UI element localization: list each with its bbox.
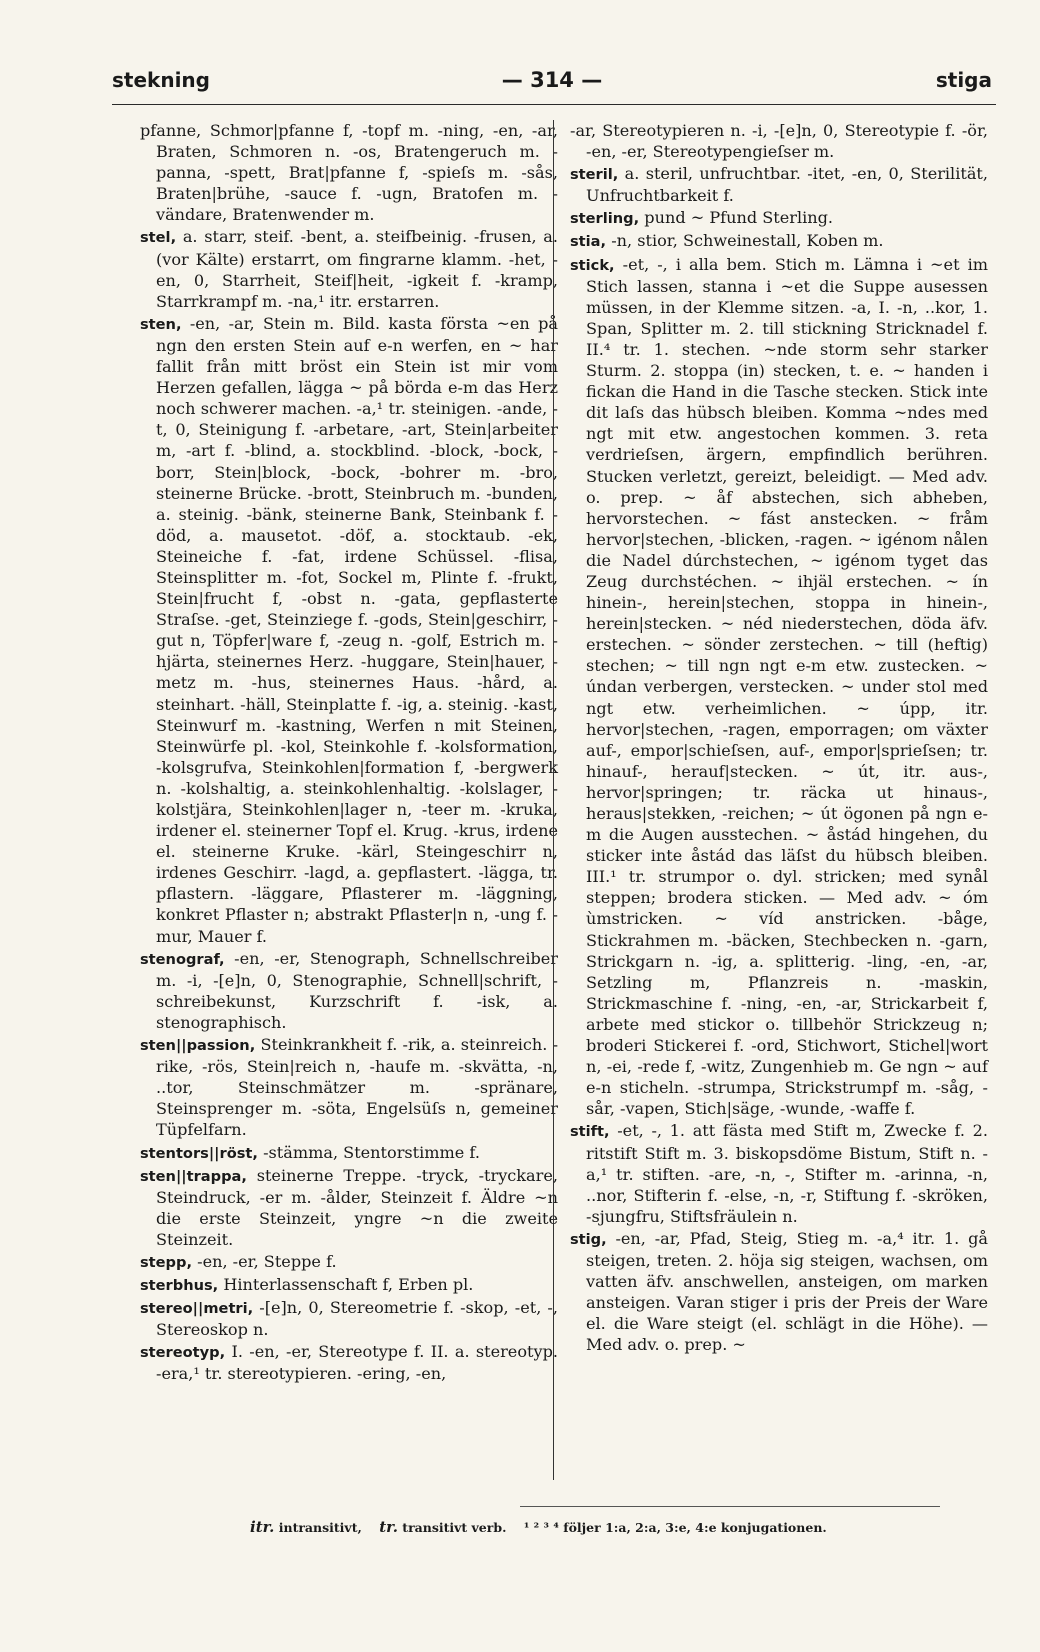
entry-headword: sten||trappa, xyxy=(140,1167,247,1185)
entry-text: Hinterlassenschaft f, Erben pl. xyxy=(223,1275,474,1295)
header-rule xyxy=(112,104,996,105)
entry-text: -en, -er, Stenograph, Schnellschreiber m. -i, -[e]n, 0, Stenographie, Schnell|schrift, -schreibekunst, Kurzschrift f. -isk, a. stenographisch. xyxy=(156,948,558,1032)
footer-conj-text: följer 1:a, 2:a, 3:e, 4:e konjugationen. xyxy=(563,1520,827,1535)
dictionary-entry xyxy=(570,254,988,1120)
dictionary-entry xyxy=(140,1274,558,1296)
dictionary-entry xyxy=(570,1120,988,1226)
entry-headword: stepp, xyxy=(140,1253,192,1271)
dictionary-entry xyxy=(140,1034,558,1140)
entry-headword: sterbhus, xyxy=(140,1277,219,1295)
footer-itr-abbr: itr. xyxy=(250,1518,275,1536)
entry-text: -en, -ar, Pfad, Steig, Stieg m. -a,⁴ itr. 1. gå steigen, treten. 2. höja sig steigen, wachsen, om vatten äfv. anschwellen, ansteigen, om marken ansteigen. Varan stiger i pris der Preis der Ware el. die Ware steigt (el. schlägt in die Höhe). — Med adv. o. prep. ~ xyxy=(586,1228,988,1355)
dictionary-entry xyxy=(140,1251,558,1273)
entry-text: a. steril, unfruchtbar. -itet, -en, 0, Sterilität, Unfruchtbarkeit f. xyxy=(586,164,988,206)
dictionary-entry xyxy=(140,1341,558,1384)
entry-text: -ar, Stereotypieren n. -i, -[e]n, 0, Stereotypie f. -ör, -en, -er, Stereotypengieſser m. xyxy=(570,121,988,162)
entry-text: I. -en, -er, Stereotype f. II. a. stereotyp. -era,¹ tr. stereotypieren. -ering, -en, xyxy=(156,1342,558,1384)
footer-itr-text: intransitivt, xyxy=(278,1520,362,1535)
entry-headword: sterling, xyxy=(570,210,640,228)
entry-headword: stel, xyxy=(140,229,177,247)
left-column xyxy=(140,120,558,1386)
entry-headword: stick, xyxy=(570,256,615,274)
entry-headword: stig, xyxy=(570,1230,607,1248)
entry-text: Steinkrankheit f. -rik, a. steinreich. -rike, -rös, Stein|reich n, -haufe m. -skvätta, -n, ..tor, Steinschmätzer m. -spränare, Steinsprenger m. -söta, Engelsüſs n, gemeiner Tüpfelfarn. xyxy=(156,1035,559,1140)
entry-text: -stämma, Stentorstimme f. xyxy=(263,1142,480,1162)
entry-text: -et, -, 1. att fästa med Stift m, Zwecke f. 2. ritstift Stift m. 3. biskopsdöme Bistum, Stift n. -a,¹ tr. stiften. -are, -n, -, Stifter m. -arinna, -n, ..nor, Stifterin f. -else, -n, -r, Stiftung f. -skröken, -sjungfru, Stiftsfräulein n. xyxy=(586,1121,988,1226)
dictionary-entry xyxy=(140,313,558,947)
entry-text: -et, -, i alla bem. Stich m. Lämna i ~et im Stich lassen, stanna i ~et die Suppe ausessen müssen, in der Klemme sitzen. -a, I. -n, ..kor, 1. Span, Splitter m. 2. till stickning Stricknadel f. II.⁴ tr. 1. stechen. ~nde storm sehr starker Sturm. 2. stoppa (in) stecken, t. e. ~ handen i fickan die Hand in die Tasche stecken. Stick inte dit laſs das hübsch bleiben. Komma ~ndes med ngt mit etw. angestochen kommen. 3. reta verdrieſsen, ärgern, empfindlich berühren. Stucken verletzt, gereizt, beleidigt. — Med adv. o. prep. ~ åf abstechen, sich abheben, hervorstechen. ~ fást anstecken. ~ fråm hervor|stechen, -blicken, -ragen. ~ igénom nålen die Nadel dúrchstechen, ~ igénom tyget das Zeug durchstéchen. ~ ihjäl erstechen. ~ ín hinein-, herein|stechen, stoppa in hinein-, herein|stecken. ~ néd niederstechen, döda äfv. erstechen. ~ sönder zerstechen. ~ till (heftig) stechen; ~ till ngn ngt e-m etw. zustecken. ~ úndan verbergen, verstecken. ~ under stol med ngt etw. verheimlichen. ~ úpp, itr. hervor|stechen, -ragen, emporragen; om växter auf-, empor|schieſsen, auf-, empor|sprieſsen; tr. hinauf-, herauf|stecken. ~ út, itr. aus-, hervor|springen; tr. räcka ut hinaus-, heraus|stekken, -reichen; ~ út ögonen på ngn e-m die Augen ausstechen. ~ åstád hingehen, du sticker inte åstád das läſst du hübsch bleiben. III.¹ tr. strumpor o. dyl. stricken; med synål steppen; brodera sticken. — Med adv. ~ óm ùmstricken. ~ víd anstricken. -båge, Stickrahmen m. -bäcken, Stechbecken n. -garn, Strickgarn n. -ig, a. splitterig. -ling, -en, -ar, Setzling m, Pflanzreis n. -maskin, Strickmaschine f. -ning, -en, -ar, Strickarbeit f, arbete med stickor o. tillbehör Strickzeug n; broderi Stickerei f. -ord, Stichwort, Stichel|wort n, -ei, -rede f, -witz, Zungenhieb m. Ge ngn ~ auf e-n sticheln. -strumpa, Strickstrumpf m. -såg, -sår, -vapen, Stich|säge, -wunde, -waffe f. xyxy=(586,254,988,1119)
entry-headword: stenograf, xyxy=(140,950,225,968)
footer-rule xyxy=(520,1506,940,1507)
page-number: — 314 — xyxy=(501,68,603,92)
entry-headword: steril, xyxy=(570,166,619,184)
footer-superscripts: ¹ ² ³ ⁴ xyxy=(523,1520,559,1535)
right-column xyxy=(570,120,988,1356)
dictionary-entry xyxy=(140,1297,558,1340)
entry-text: steinerne Treppe. -tryck, -tryckare, Steindruck, -er m. -ålder, Steinzeit f. Äldre ~n die erste Steinzeit, yngre ~n die zweite Steinzeit. xyxy=(156,1165,558,1249)
page-header xyxy=(112,68,992,98)
entry-headword: sten||passion, xyxy=(140,1037,256,1055)
dictionary-entry xyxy=(140,948,558,1033)
entry-headword: stia, xyxy=(570,233,607,251)
entry-text: -[e]n, 0, Stereometrie f. -skop, -et, -, Stereoskop n. xyxy=(156,1298,558,1340)
dictionary-entry xyxy=(140,120,558,225)
entry-text: a. starr, steif. -bent, a. steifbeinig. -frusen, a. (vor Kälte) erstarrt, om fingrarne klamm. -het, -en, 0, Starrheit, Steif|heit, -igkeit f. -kramp, Starrkrampf m. -na,¹ itr. erstarren. xyxy=(156,227,558,311)
dictionary-entry xyxy=(140,1165,558,1250)
entry-text: pund ~ Pfund Sterling. xyxy=(644,208,834,228)
entry-text: -en, -er, Steppe f. xyxy=(197,1251,337,1271)
dictionary-entry xyxy=(570,120,988,162)
entry-text: -en, -ar, Stein m. Bild. kasta första ~en på ngn den ersten Stein auf e-n werfen, en ~ har fallit från mitt bröst ein Stein ist mir vom Herzen gefallen, lägga ~ på börda e-m das Herz noch schwerer machen. -a,¹ tr. steinigen. -ande, -t, 0, Steinigung f. -arbetare, -art, Stein|arbeiter m, -art f. -blind, a. stockblind. -block, -bock, -borr, Stein|block, -bock, -bohrer m. -bro, steinerne Brücke. -brott, Steinbruch m. -bunden, a. steinig. -bänk, steinerne Bank, Steinbank f. -död, a. mausetot. -döf, a. stocktaub. -ek, Steineiche f. -fat, irdene Schüssel. -flisa, Steinsplitter m. -fot, Sockel m, Plinte f. -frukt, Stein|frucht f, -obst n. -gata, gepflasterte Straſse. -get, Steinziege f. -gods, Stein|geschirr, -gut n, Töpfer|ware f, -zeug n. -golf, Estrich m. -hjärta, steinernes Herz. -huggare, Stein|hauer, -metz m. -hus, steinernes Haus. -hård, a. steinhart. -häll, Steinplatte f. -ig, a. steinig. -kast, Steinwurf m. -kastning, Werfen n mit Steinen, Steinwürfe pl. -kol, Steinkohle f. -kolsformation, -kolsgrufva, Steinkohlen|formation f, -bergwerk n. -kolshaltig, a. steinkohlenhaltig. -kolslager, -kolstjära, Steinkohlen|lager n, -teer m. -kruka, irdener el. steinerner Topf el. Krug. -krus, irdene el. steinerne Kruke. -kärl, Steingeschirr n, irdenes Geschirr. -lagd, a. gepflastert. -lägga, tr. pflastern. -läggare, Pflasterer m. -läggning, konkret Pflaster n; abstrakt Pflaster|n n, -ung f. -mur, Mauer f. xyxy=(156,313,558,946)
header-left-word: stekning xyxy=(112,68,210,92)
header-right-word: stiga xyxy=(935,68,992,92)
dictionary-entry xyxy=(140,1142,558,1164)
entry-headword: stift, xyxy=(570,1123,610,1141)
dictionary-entry xyxy=(570,1228,988,1356)
entry-headword: sten, xyxy=(140,315,182,333)
entry-text: -n, stior, Schweinestall, Koben m. xyxy=(611,231,884,251)
footer-tr-abbr: tr. xyxy=(379,1518,398,1536)
footer-legend xyxy=(250,1518,990,1536)
dictionary-entry xyxy=(570,163,988,206)
dictionary-entry xyxy=(140,226,558,311)
dictionary-entry xyxy=(570,207,988,229)
entry-headword: stereo||metri, xyxy=(140,1300,254,1318)
entry-headword: stereotyp, xyxy=(140,1344,226,1362)
footer-tr-text: transitivt verb. xyxy=(402,1520,507,1535)
entry-headword: stentors||röst, xyxy=(140,1144,258,1162)
column-divider xyxy=(553,120,554,1480)
entry-text: pfanne, Schmor|pfanne f, -topf m. -ning, -en, -ar, Braten, Schmoren n. -os, Bratengeruch m. -panna, -spett, Brat|pfanne f, -spieſs m. -sås, Braten|brühe, -sauce f. -ugn, Bratofen m. -vändare, Bratenwender m. xyxy=(140,121,558,225)
dictionary-entry xyxy=(570,230,988,252)
